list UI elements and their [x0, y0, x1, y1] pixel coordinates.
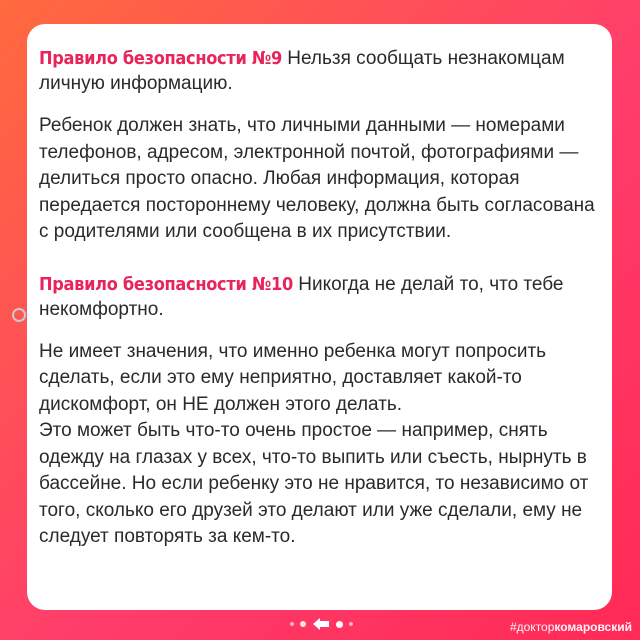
watermark-prefix: #доктор — [509, 620, 555, 634]
carousel-dot[interactable] — [290, 622, 294, 626]
content-card — [27, 24, 612, 610]
story-indicator — [12, 308, 26, 322]
rule-10-body-2: Это может быть что-то очень простое — например, снять одежду на глазах у всех, что-то выпить или съесть, нырнуть в бассейне. Но если ребенку это не нравится, то независимо от того, сколько его друзей это делают или уже сделали, ему не следует повторять за кем-то. — [39, 420, 589, 547]
rule-10-label: Правило безопасности №10 — [39, 273, 293, 295]
watermark-hashtag — [510, 620, 632, 634]
carousel-dot[interactable] — [300, 621, 306, 627]
carousel-dot[interactable] — [349, 622, 353, 626]
carousel-dots — [290, 619, 353, 629]
rule-9-label: Правило безопасности №9 — [39, 48, 282, 69]
rule-10-body-1: Не имеет значения, что именно ребенка могут попросить сделать, если это ему неприятно, доставляет какой-то дискомфорт, он НЕ должен этого делать. — [39, 340, 547, 415]
rule-10-headline: Никогда не делай то, что тебе некомфортно. — [39, 273, 564, 320]
swipe-hand-icon — [312, 617, 330, 631]
rule-9-headline: Нельзя сообщать незнакомцам личную информацию. — [39, 48, 565, 94]
rule-9-body: Ребенок должен знать, что личными данными — номерами телефонов, адресом, электронной почтой, фотографиями — делиться просто опасно. Любая информация, которая передается постороннему человеку, должна быть согласована с родителями или сообщена в их присутствии. — [39, 115, 595, 242]
rule-10-heading — [39, 272, 600, 322]
rule-9-heading — [39, 46, 600, 96]
carousel-dot-active[interactable] — [336, 621, 343, 628]
watermark-name: комаровский — [554, 620, 632, 634]
